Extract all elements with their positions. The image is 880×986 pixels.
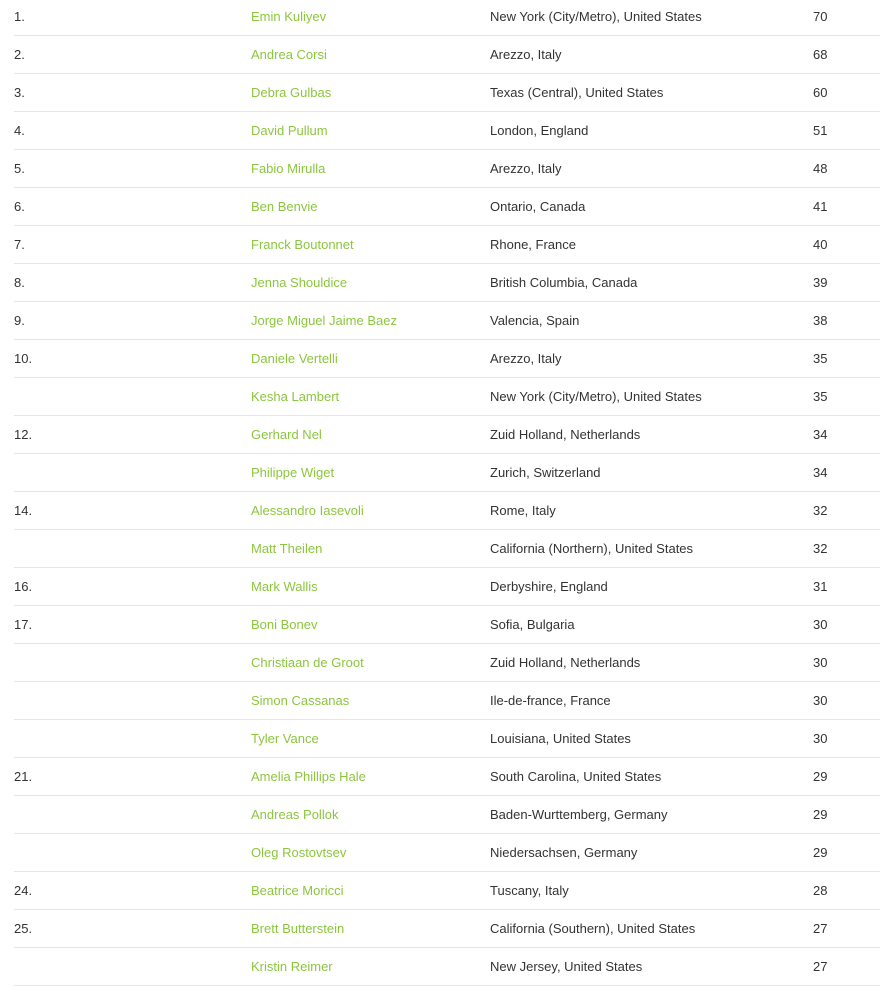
table-row — [14, 872, 880, 910]
rank-cell: 16. — [14, 579, 33, 594]
score-cell: 29 — [813, 845, 828, 860]
location-cell: Tuscany, Italy — [490, 883, 569, 898]
name-cell — [251, 568, 318, 605]
location-cell: Ontario, Canada — [490, 199, 586, 214]
rank-cell: 9. — [14, 313, 25, 328]
person-link[interactable]: Boni Bonev — [251, 617, 318, 632]
person-link[interactable]: Emin Kuliyev — [251, 9, 327, 24]
person-link[interactable]: Christiaan de Groot — [251, 655, 364, 670]
table-row — [14, 340, 880, 378]
person-link[interactable]: Oleg Rostovtsev — [251, 845, 347, 860]
location-cell: Arezzo, Italy — [490, 47, 562, 62]
score-cell: 68 — [813, 47, 828, 62]
person-link[interactable]: Tyler Vance — [251, 731, 319, 746]
score-cell: 51 — [813, 123, 828, 138]
person-link[interactable]: Ben Benvie — [251, 199, 318, 214]
score-cell: 28 — [813, 883, 828, 898]
score-cell: 60 — [813, 85, 828, 100]
person-link[interactable]: Matt Theilen — [251, 541, 323, 556]
table-row — [14, 910, 880, 948]
rank-cell: 8. — [14, 275, 25, 290]
rank-cell: 21. — [14, 769, 33, 784]
name-cell — [251, 682, 349, 719]
location-cell: Rhone, France — [490, 237, 576, 252]
person-link[interactable]: Kristin Reimer — [251, 959, 333, 974]
location-cell: Derbyshire, England — [490, 579, 608, 594]
name-cell — [251, 644, 364, 681]
person-link[interactable]: Jorge Miguel Jaime Baez — [251, 313, 397, 328]
score-cell: 27 — [813, 959, 828, 974]
score-cell: 31 — [813, 579, 828, 594]
location-cell: California (Southern), United States — [490, 921, 696, 936]
person-link[interactable]: Philippe Wiget — [251, 465, 335, 480]
score-cell: 38 — [813, 313, 828, 328]
person-link[interactable]: Debra Gulbas — [251, 85, 332, 100]
score-cell: 41 — [813, 199, 828, 214]
score-cell: 48 — [813, 161, 828, 176]
name-cell — [251, 530, 322, 567]
rank-cell: 6. — [14, 199, 25, 214]
name-cell — [251, 264, 347, 301]
table-row — [14, 264, 880, 302]
location-cell: Arezzo, Italy — [490, 351, 562, 366]
name-cell — [251, 36, 327, 73]
location-cell: Valencia, Spain — [490, 313, 580, 328]
table-row — [14, 530, 880, 568]
score-cell: 70 — [813, 9, 828, 24]
location-cell: British Columbia, Canada — [490, 275, 638, 290]
name-cell — [251, 492, 364, 529]
person-link[interactable]: Mark Wallis — [251, 579, 318, 594]
person-link[interactable]: Brett Butterstein — [251, 921, 345, 936]
person-link[interactable]: Jenna Shouldice — [251, 275, 348, 290]
score-cell: 30 — [813, 655, 828, 670]
table-row — [14, 796, 880, 834]
name-cell — [251, 606, 318, 643]
table-row — [14, 682, 880, 720]
person-link[interactable]: Andreas Pollok — [251, 807, 339, 822]
table-row — [14, 188, 880, 226]
score-cell: 40 — [813, 237, 828, 252]
rank-cell: 5. — [14, 161, 25, 176]
person-link[interactable]: Simon Cassanas — [251, 693, 350, 708]
table-row — [14, 644, 880, 682]
location-cell: South Carolina, United States — [490, 769, 662, 784]
person-link[interactable]: Beatrice Moricci — [251, 883, 344, 898]
location-cell: New York (City/Metro), United States — [490, 389, 702, 404]
location-cell: Ile-de-france, France — [490, 693, 611, 708]
score-cell: 39 — [813, 275, 828, 290]
score-cell: 29 — [813, 769, 828, 784]
table-row — [14, 454, 880, 492]
table-row — [14, 74, 880, 112]
rank-cell: 25. — [14, 921, 33, 936]
name-cell — [251, 910, 344, 947]
score-cell: 34 — [813, 465, 828, 480]
person-link[interactable]: Andrea Corsi — [251, 47, 327, 62]
location-cell: Sofia, Bulgaria — [490, 617, 575, 632]
location-cell: Louisiana, United States — [490, 731, 631, 746]
location-cell: Arezzo, Italy — [490, 161, 562, 176]
rank-cell: 7. — [14, 237, 25, 252]
location-cell: Rome, Italy — [490, 503, 556, 518]
location-cell: Niedersachsen, Germany — [490, 845, 638, 860]
person-link[interactable]: Franck Boutonnet — [251, 237, 354, 252]
rankings-table — [14, 0, 880, 986]
rank-cell: 2. — [14, 47, 25, 62]
location-cell: London, England — [490, 123, 589, 138]
table-row — [14, 0, 880, 36]
person-link[interactable]: Alessandro Iasevoli — [251, 503, 364, 518]
table-row — [14, 150, 880, 188]
table-row — [14, 492, 880, 530]
score-cell: 35 — [813, 389, 828, 404]
location-cell: New Jersey, United States — [490, 959, 643, 974]
location-cell: New York (City/Metro), United States — [490, 9, 702, 24]
name-cell — [251, 454, 334, 491]
name-cell — [251, 188, 318, 225]
name-cell — [251, 302, 397, 339]
name-cell — [251, 340, 338, 377]
person-link[interactable]: Daniele Vertelli — [251, 351, 338, 366]
name-cell — [251, 948, 333, 985]
name-cell — [251, 872, 343, 909]
table-row — [14, 416, 880, 454]
person-link[interactable]: Kesha Lambert — [251, 389, 340, 404]
table-row — [14, 606, 880, 644]
table-row — [14, 834, 880, 872]
name-cell — [251, 150, 325, 187]
table-row — [14, 378, 880, 416]
table-row — [14, 720, 880, 758]
table-row — [14, 302, 880, 340]
rank-cell: 12. — [14, 427, 33, 442]
rank-cell: 17. — [14, 617, 33, 632]
table-row — [14, 112, 880, 150]
name-cell — [251, 74, 331, 111]
name-cell — [251, 834, 346, 871]
name-cell — [251, 720, 319, 757]
table-row — [14, 36, 880, 74]
person-link[interactable]: Fabio Mirulla — [251, 161, 326, 176]
location-cell: Zuid Holland, Netherlands — [490, 427, 641, 442]
table-row — [14, 758, 880, 796]
rank-cell: 14. — [14, 503, 33, 518]
location-cell: Zurich, Switzerland — [490, 465, 601, 480]
person-link[interactable]: Gerhard Nel — [251, 427, 322, 442]
person-link[interactable]: Amelia Phillips Hale — [251, 769, 366, 784]
rank-cell: 3. — [14, 85, 25, 100]
score-cell: 34 — [813, 427, 828, 442]
name-cell — [251, 796, 338, 833]
name-cell — [251, 0, 326, 35]
name-cell — [251, 416, 322, 453]
score-cell: 32 — [813, 503, 828, 518]
person-link[interactable]: David Pullum — [251, 123, 328, 138]
score-cell: 29 — [813, 807, 828, 822]
location-cell: Zuid Holland, Netherlands — [490, 655, 641, 670]
score-cell: 30 — [813, 617, 828, 632]
rank-cell: 10. — [14, 351, 33, 366]
location-cell: Texas (Central), United States — [490, 85, 664, 100]
table-row — [14, 948, 880, 986]
score-cell: 30 — [813, 693, 828, 708]
name-cell — [251, 226, 354, 263]
location-cell: California (Northern), United States — [490, 541, 694, 556]
rank-cell: 4. — [14, 123, 25, 138]
name-cell — [251, 112, 328, 149]
name-cell — [251, 378, 339, 415]
name-cell — [251, 758, 366, 795]
table-row — [14, 226, 880, 264]
score-cell: 35 — [813, 351, 828, 366]
rank-cell: 1. — [14, 9, 25, 24]
table-row — [14, 568, 880, 606]
location-cell: Baden-Wurttemberg, Germany — [490, 807, 668, 822]
score-cell: 32 — [813, 541, 828, 556]
score-cell: 27 — [813, 921, 828, 936]
rank-cell: 24. — [14, 883, 33, 898]
score-cell: 30 — [813, 731, 828, 746]
